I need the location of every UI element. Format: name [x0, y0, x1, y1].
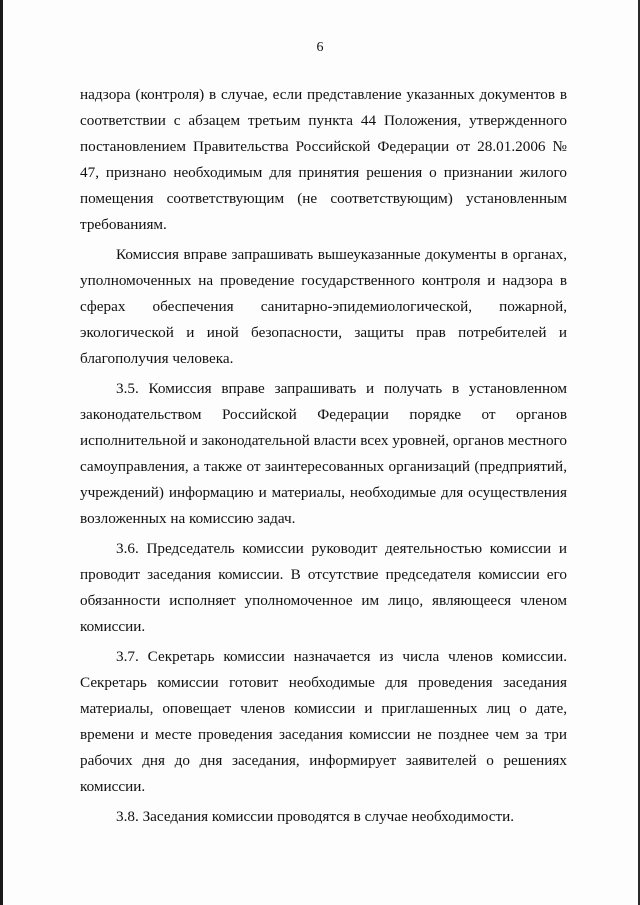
paragraph-3-5: 3.5. Комиссия вправе запрашивать и получать в установленном законодательством Российской Федерации порядке от органов исполнительной и законодательной власти всех уровней, органов местного самоуправления, а также от заинтересованных организаций (предприятий, учреждений) информацию и материалы, необходимые для осуществления возложенных на комиссию задач. [80, 380, 567, 527]
paragraph-3-6: 3.6. Председатель комиссии руководит деятельностью комиссии и проводит заседания комиссии. В отсутствие председателя комиссии его обязанности исполняет уполномоченное им лицо, являющееся членом комиссии. [80, 540, 567, 635]
scan-edge-left [0, 0, 3, 905]
page-number: 6 [316, 40, 324, 55]
paragraph-continuation: надзора (контроля) в случае, если представление указанных документов в соответствии с абзацем третьим пункта 44 Положения, утвержденного постановлением Правительства Российской Федерации от 28.01.2006 № 47, признано необходимым для принятия решения о признании жилого помещения соответствующим (не соответствующим) установленным требованиям. [80, 86, 567, 233]
paragraph-3-7: 3.7. Секретарь комиссии назначается из числа членов комиссии. Секретарь комиссии готовит необходимые для проведения заседания материалы, оповещает членов комиссии и приглашенных лиц о дате, времени и месте проведения заседания комиссии не позднее чем за три рабочих дня до дня заседания, информирует заявителей о решениях комиссии. [80, 648, 567, 795]
paragraph-commission-request: Комиссия вправе запрашивать вышеуказанные документы в органах, уполномоченных на проведение государственного контроля и надзора в сферах обеспечения санитарно-эпидемиологической, пожарной, экологической и иной безопасности, защиты прав потребителей и благополучия человека. [80, 246, 567, 367]
document-body [80, 82, 567, 834]
paragraph-3-8: 3.8. Заседания комиссии проводятся в случае необходимости. [116, 808, 515, 825]
